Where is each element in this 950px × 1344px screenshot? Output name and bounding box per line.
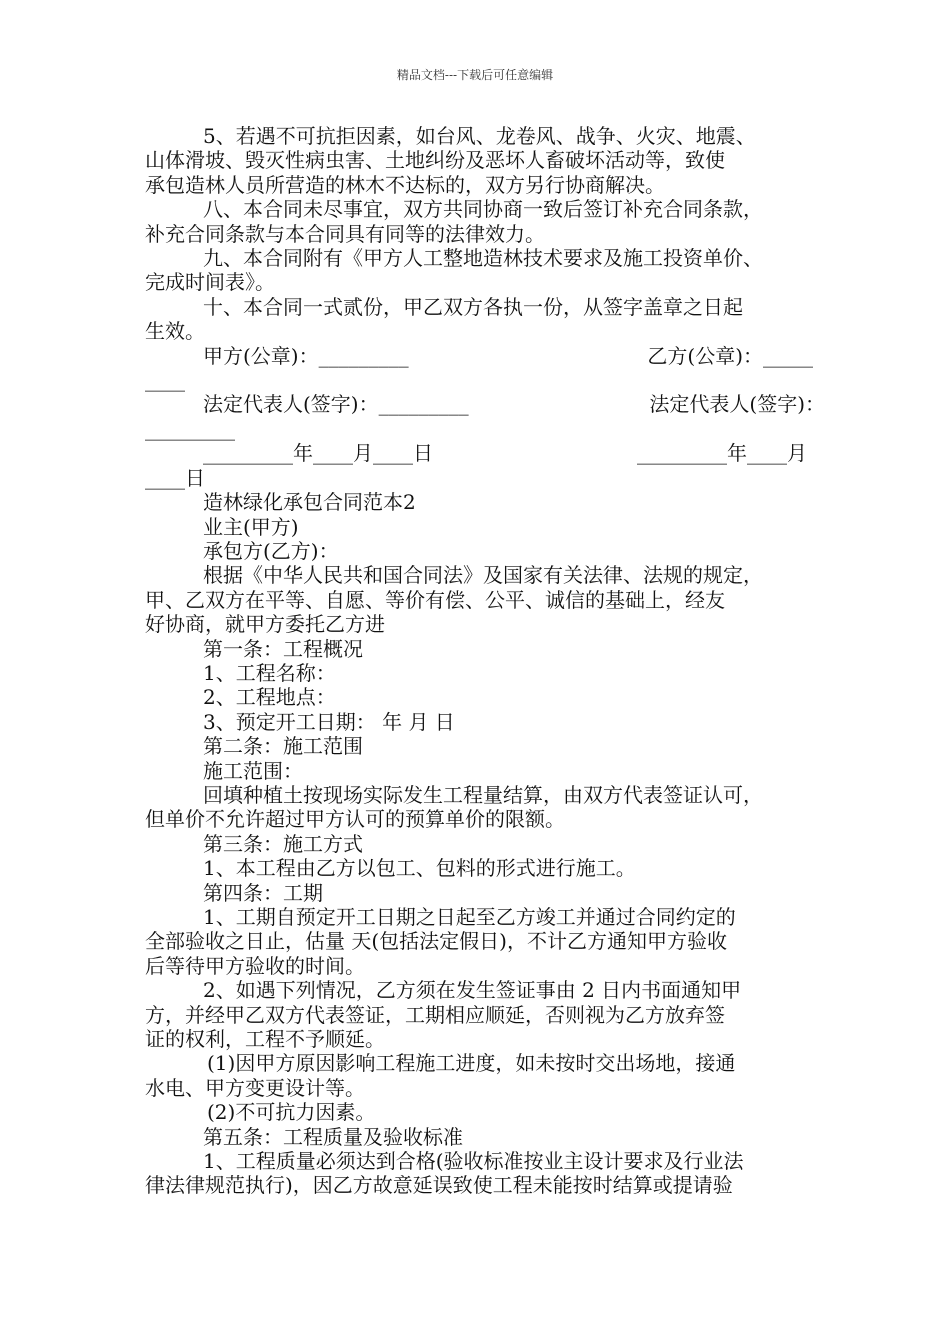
- text-line: 九、本合同附有《甲方人工整地造林技术要求及施工投资单价、: [203, 246, 763, 271]
- party-a-rep: 法定代表人(签字)：_________: [203, 392, 469, 417]
- text-line: 5、若遇不可抗拒因素，如台风、龙卷风、战争、火灾、地震、: [203, 124, 756, 148]
- text-line: 八、本合同未尽事宜，双方共同协商一致后签订补充合同条款，: [203, 197, 763, 222]
- text-line: 完成时间表》。: [145, 270, 275, 295]
- document-body: [145, 124, 825, 1198]
- text-line: 承包方(乙方)：: [203, 538, 339, 563]
- text-line: 施工范围：: [203, 758, 303, 783]
- text-line: 第二条：施工范围: [203, 734, 363, 759]
- text-line: 后等待甲方验收的时间。: [145, 953, 365, 978]
- text-line: 但单价不允许超过甲方认可的预算单价的限额。: [145, 807, 565, 832]
- text-line: 1、工期自预定开工日期之日起至乙方竣工并通过合同约定的: [203, 905, 736, 929]
- text-line: 根据《中华人民共和国合同法》及国家有关法律、法规的规定，: [203, 563, 763, 588]
- text-line: 好协商，就甲方委托乙方进: [145, 612, 385, 637]
- party-b-rep-cont: _________: [145, 416, 235, 441]
- signature-row-date: [145, 441, 825, 465]
- text-line: 3、预定开工日期： 年 月 日: [203, 709, 455, 734]
- party-b-seal: 乙方(公章)：_____: [647, 343, 813, 368]
- text-line: 1、工程名称：: [203, 660, 336, 685]
- text-line: 律法律规范执行)，因乙方故意延误致使工程未能按时结算或提请验: [145, 1173, 733, 1198]
- text-line: 甲、乙双方在平等、自愿、等价有偿、公平、诚信的基础上，经友: [145, 587, 725, 612]
- text-line: 山体滑坡、毁灭性病虫害、土地纠纷及恶坏人畜破坏活动等，致使: [145, 148, 725, 173]
- signature-row-seal: [145, 344, 825, 368]
- text-line: 十、本合同一式贰份，甲乙双方各执一份，从签字盖章之日起: [203, 294, 743, 319]
- contract-clauses: [145, 124, 825, 344]
- text-line: 生效。: [145, 319, 205, 344]
- text-line: 第五条：工程质量及验收标准: [203, 1124, 463, 1149]
- text-line: 2、如遇下列情况，乙方须在发生签证事由 2 日内书面通知甲: [203, 978, 742, 1003]
- date-b-cont: ____日: [145, 465, 205, 490]
- text-line: 方，并经甲乙双方代表签证，工期相应顺延，否则视为乙方放弃签: [145, 1002, 725, 1027]
- text-line: 业主(甲方): [203, 514, 299, 539]
- text-line: 1、工程质量必须达到合格(验收标准按业主设计要求及行业法: [203, 1149, 744, 1174]
- date-b: _________年____月: [637, 441, 807, 466]
- party-b-rep: 法定代表人(签字)：: [649, 392, 825, 417]
- text-line: 水电、甲方变更设计等。: [145, 1075, 365, 1100]
- text-line: 第四条：工期: [203, 880, 323, 905]
- party-a-seal: 甲方(公章)：_________: [203, 343, 409, 368]
- text-line: 回填种植土按现场实际发生工程量结算，由双方代表签证认可，: [203, 782, 763, 807]
- party-b-seal-cont: ____: [145, 368, 185, 393]
- text-line: 补充合同条款与本合同具有同等的法律效力。: [145, 221, 545, 246]
- signature-row-rep: [145, 392, 825, 416]
- text-line: (2)不可抗力因素。: [207, 1100, 376, 1125]
- date-a: _________年____月____日: [203, 441, 433, 466]
- text-line: 2、工程地点：: [203, 685, 336, 710]
- text-line: 造林绿化承包合同范本2: [203, 490, 416, 515]
- page-header: 精品文档---下载后可任意编辑: [396, 68, 554, 82]
- text-line: 承包造林人员所营造的林木不达标的，双方另行协商解决。: [145, 172, 665, 197]
- text-line: 第一条：工程概况: [203, 636, 363, 661]
- text-line: 1、本工程由乙方以包工、包料的形式进行施工。: [203, 856, 636, 881]
- text-line: (1)因甲方原因影响工程施工进度，如未按时交出场地，接通: [207, 1051, 736, 1076]
- text-line: 证的权利，工程不予顺延。: [145, 1027, 385, 1052]
- text-line: 全部验收之日止，估量 天(包括法定假日)，不计乙方通知甲方验收: [145, 929, 727, 954]
- text-line: 第三条：施工方式: [203, 831, 363, 856]
- contract-template-2: [145, 490, 825, 1198]
